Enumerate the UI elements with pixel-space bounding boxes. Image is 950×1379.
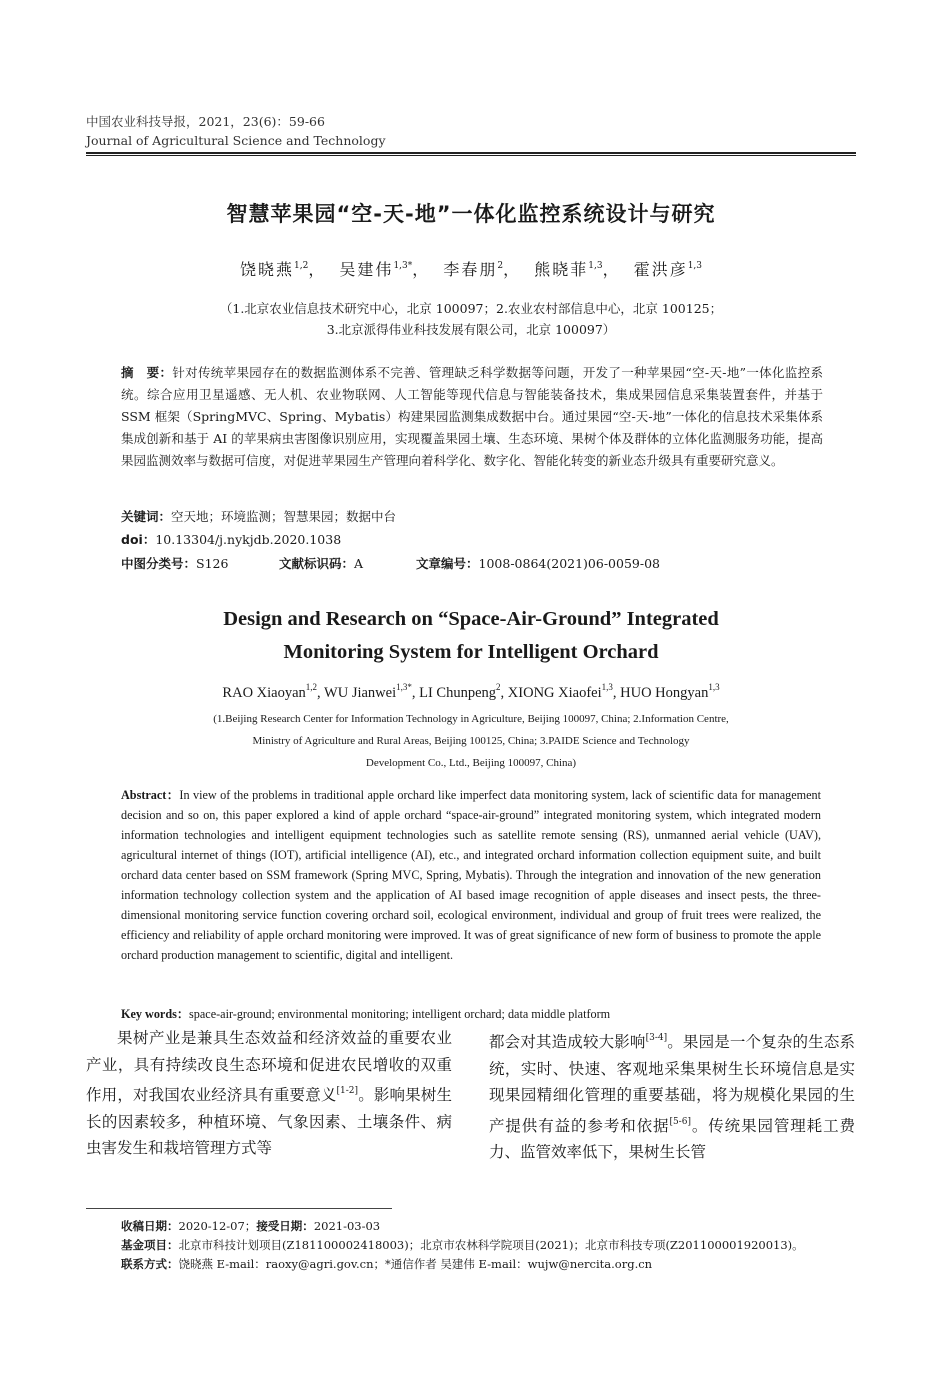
clc-number: 中图分类号：S126: [121, 556, 229, 571]
body-column-right: [489, 1025, 855, 1166]
affiliation-en-line: Development Co., Ltd., Beijing 100097, China): [365, 757, 577, 769]
author-cn: 饶晓燕$^{1,2}$，: [239, 260, 327, 279]
author-en: WU Jianwei$^{1,3*}$,: [324, 682, 420, 701]
keywords-cn-label: 关键词：: [121, 509, 172, 524]
abstract-en: [121, 785, 821, 965]
author-en: HUO Hongyan$^{1,3}$: [620, 682, 720, 701]
keywords-cn-text: 空天地；环境监测；智慧果园；数据中台: [171, 509, 397, 524]
title-en-line: Monitoring System for Intelligent Orchard: [283, 641, 659, 663]
title-cn: 智慧苹果园“空-天-地”一体化监控系统设计与研究: [226, 202, 716, 226]
affiliation-line: 3.北京派得伟业科技发展有限公司，北京 100097）: [326, 322, 616, 337]
body-paragraph: 果树产业是兼具生态效益和经济效益的重要农业产业，具有持续改良生态环境和促进农民增收的双重作用，对我国农业经济具有重要意义[1-2]。影响果树生长的因素较多，种植环境、气象因素、土壤条件、病虫害发生和栽培管理方式等: [86, 1029, 452, 1157]
footnote-rule: [86, 1208, 392, 1209]
citation-ref[interactable]: [1-2]: [336, 1086, 359, 1096]
affiliation-line: （1.北京农业信息技术研究中心，北京 100097；2.农业农村部信息中心，北京 100125；: [219, 301, 723, 316]
doi: [121, 529, 823, 551]
keywords-en-text: space-air-ground; environmental monitoring; intelligent orchard; data middle platform: [189, 1007, 611, 1021]
abstract-cn-text: 针对传统苹果园存在的数据监测体系不完善、管理缺乏科学数据等问题，开发了一种苹果园“空-天-地”一体化监控系统。综合应用卫星遥感、无人机、农业物联网、人工智能等现代信息与智能装备技术，集成果园信息采集装置套件，并基于 SSM 框架（SpringMVC、Spring、Mybatis）构建果园监测集成数据中台。通过果园“空-天-地”一体化的信息技术采集体系集成创新和基于 AI 的苹果病虫害图像识别应用，实现覆盖果园土壤、生态环境、果树个体及群体的立体化监测服务功能，提高果园监测效率与数据可信度，对促进苹果园生产管理向着科学化、数字化、智能化转变的新业态升级具有重要研究意义。: [121, 365, 823, 468]
body-column-left: [86, 1025, 452, 1162]
author-cn: 吴建伟$^{1,3*}$，: [339, 260, 431, 279]
doi-link[interactable]: 10.13304/j.nykjdb.2020.1038: [155, 532, 342, 547]
keywords-en-label: Key words：: [121, 1007, 190, 1021]
keywords-cn: [121, 506, 823, 528]
abstract-cn: [121, 362, 823, 472]
document-code: 文献标识码：A: [279, 556, 364, 571]
header-rule-thick: [86, 152, 856, 154]
keywords-en: [121, 1005, 821, 1022]
header-rule-thin: [86, 155, 856, 156]
author-en: LI Chunpeng$^2$,: [419, 682, 508, 701]
journal-name-en: Journal of Agricultural Science and Technology: [86, 133, 386, 148]
footnote-dates: 收稿日期：2020-12-07；接受日期：2021-03-03: [121, 1219, 381, 1233]
doi-label: doi：: [121, 532, 156, 547]
journal-citation-cn: 中国农业科技导报，2021，23(6)：59-66: [86, 114, 325, 129]
affiliations-cn: [86, 298, 856, 340]
author-en: XIONG Xiaofei$^{1,3}$,: [507, 682, 621, 701]
classification-row: [121, 553, 823, 575]
authors-en: [86, 682, 856, 702]
abstract-en-text: In view of the problems in traditional apple orchard like imperfect data monitoring system, lack of scientific data for management decision and so on, this paper explored a kind of apple orchard “space-air-ground” integrated monitoring system, which integrated modern information technologies and intelligent equipment technologies such as satellite remote sensing (RS), unmanned aerial vehicle (UAV), agricultural internet of things (IOT), artificial intelligence (AI), etc., and integrated orchard information collection equipment suite, and built orchard data center based on SSM framework (Spring MVC, Spring, Mybatis). Through the integration and innovation of the new generation information technology collection system and the application of AI based image recognition of apple diseases and insect pests, the three-dimensional monitoring service function covering orchard soil, ecological environment, individual and group of fruit trees were realized, the efficiency and reliability of apple orchard monitoring were improved. It was of great significance of new form of business to promote the apple orchard production management to scientific, digital and intelligent.: [121, 788, 821, 962]
affiliations-en: [86, 708, 856, 774]
footnote-fund: 基金项目：北京市科技计划项目(Z181100002418003)；北京市农林科学院项目(2021)；北京市科技专项(Z201100001920013)。: [121, 1238, 804, 1252]
title-en-line: Design and Research on “Space-Air-Ground” Integrated: [223, 608, 719, 630]
article-number: 文章编号：1008-0864(2021)06-0059-08: [416, 556, 660, 571]
author-cn: 李春朋$^2$，: [443, 260, 522, 279]
affiliation-en-line: (1.Beijing Research Center for Information Technology in Agriculture, Beijing 100097, China; 2.Information Centre,: [213, 713, 729, 725]
received-date: 2020-12-07；: [178, 1219, 257, 1233]
author-cn: 霍洪彦$^{1,3}$: [633, 260, 703, 279]
author-cn: 熊晓菲$^{1,3}$，: [534, 260, 621, 279]
author-en: RAO Xiaoyan$^{1,2}$,: [222, 682, 325, 701]
citation-ref[interactable]: [5-6]: [669, 1116, 691, 1127]
journal-header: [86, 112, 386, 150]
authors-cn: [86, 257, 856, 280]
title-en: [86, 603, 856, 669]
body-paragraph: 都会对其造成较大影响[3-4]。果园是一个复杂的生态系统，实时、快速、客观地采集果树生长环境信息是实现果园精细化管理的重要基础，将为规模化果园的生产提供有益的参考和依据[5-6]。传统果园管理耗工费力、监管效率低下，果树生长管: [489, 1033, 855, 1161]
abstract-en-label: Abstract：: [121, 788, 180, 802]
fund-text: 北京市科技计划项目(Z181100002418003)；北京市农林科学院项目(2021)；北京市科技专项(Z201100001920013)。: [178, 1238, 804, 1252]
contact-text: 饶晓燕 E-mail：raoxy@agri.gov.cn；*通信作者 吴建伟 E-mail：wujw@nercita.org.cn: [178, 1257, 653, 1271]
footnote-contact: 联系方式：饶晓燕 E-mail：raoxy@agri.gov.cn；*通信作者 吴建伟 E-mail：wujw@nercita.org.cn: [121, 1257, 653, 1271]
accepted-date: 2021-03-03: [313, 1219, 381, 1233]
affiliation-en-line: Ministry of Agriculture and Rural Areas, Beijing 100125, China; 3.PAIDE Science and Technology: [252, 735, 690, 747]
citation-ref[interactable]: [3-4]: [645, 1033, 668, 1043]
abstract-cn-label: 摘 要：: [121, 365, 173, 380]
